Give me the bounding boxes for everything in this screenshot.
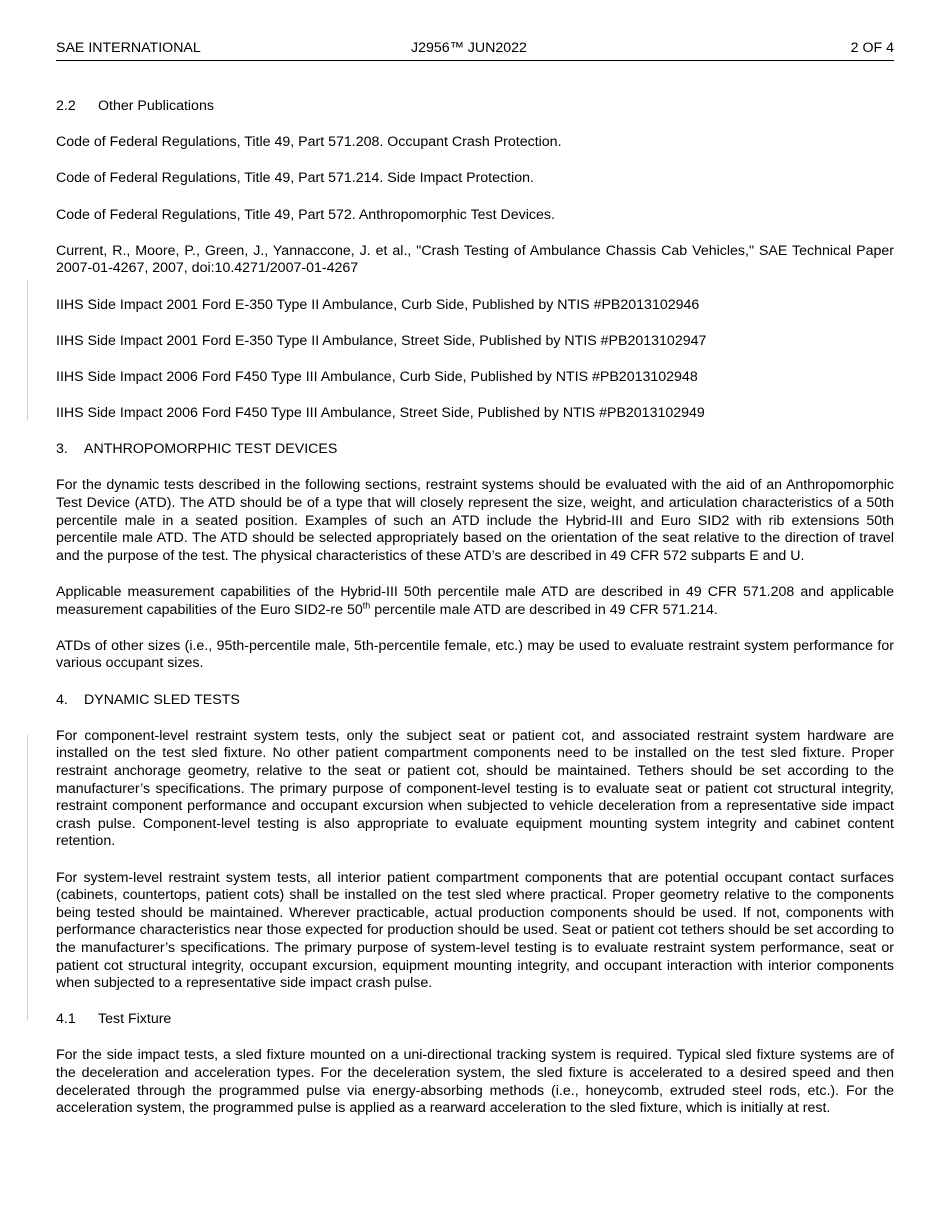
paragraph: ATDs of other sizes (i.e., 95th-percentile male, 5th-percentile female, etc.) may be used to evaluate restraint system performance for various occupant sizes.	[56, 637, 894, 672]
paragraph: For component-level restraint system tests, only the subject seat or patient cot, and associated restraint system hardware are installed on the test sled fixture. No other patient compartment components need to be installed on the test sled fixture. Proper restraint anchorage geometry, relative to the seat or patient cot, should be maintained. Tethers should be set according to the manufacturer’s specifications. The primary purpose of component-level testing is to evaluate seat or patient cot structural integrity, restraint component performance and occupant excursion when subjected to vehicle deceleration from a representative side impact crash pulse. Component-level testing is also appropriate to evaluate equipment mounting system integrity and cabinet content retention.	[56, 727, 894, 850]
header-doc-id: J2956™ JUN2022	[411, 40, 527, 56]
paragraph	[56, 584, 894, 619]
header-org: SAE INTERNATIONAL	[56, 40, 201, 56]
paragraph-text: Applicable measurement capabilities of the Hybrid-III 50th percentile male ATD are described in 49 CFR 571.208 and applicable measurement capabilities of the Euro SID2-re 50	[56, 584, 894, 618]
section-number: 4.	[56, 691, 68, 708]
reference-item: IIHS Side Impact 2006 Ford F450 Type III Ambulance, Street Side, Published by NTIS #PB2013102949	[56, 405, 705, 422]
paragraph: For the side impact tests, a sled fixture mounted on a uni-directional tracking system is required. Typical sled fixture systems are of the deceleration and acceleration types. For the deceleration system, the sled fixture is accelerated to a desired speed and then decelerated through the programmed pulse via energy-absorbing methods (i.e., honeycomb, extruded steel rods, etc.). For the acceleration system, the programmed pulse is applied as a rearward acceleration to the sled fixture, which is initially at rest.	[56, 1047, 894, 1117]
reference-item: IIHS Side Impact 2001 Ford E-350 Type II Ambulance, Curb Side, Published by NTIS #PB2013102946	[56, 296, 700, 313]
superscript: th	[362, 599, 371, 610]
reference-item: Code of Federal Regulations, Title 49, Part 571.208. Occupant Crash Protection.	[56, 134, 562, 151]
paragraph: For system-level restraint system tests, all interior patient compartment components that are potential occupant contact surfaces (cabinets, countertops, patient cots) shall be installed on the test sled where practical. Proper geometry relative to the components being tested should be maintained. Wherever practicable, actual production components should be used. If not, components with performance characteristics near those expected for production should be used. Seat or patient cot tethers should be set according to the manufacturer’s specifications. The primary purpose of system-level testing is to evaluate restraint system performance, seat or patient cot structural integrity, occupant excursion, equipment mounting integrity, and occupant interaction with interior components when subjected to a representative side impact crash pulse.	[56, 869, 894, 992]
section-number: 3.	[56, 441, 68, 458]
section-title: Test Fixture	[98, 1011, 172, 1028]
document-page	[56, 38, 894, 1117]
section-heading-3	[56, 441, 894, 459]
reference-item: IIHS Side Impact 2006 Ford F450 Type III Ambulance, Curb Side, Published by NTIS #PB2013102948	[56, 368, 698, 385]
section-number: 4.1	[56, 1011, 76, 1028]
section-title: Other Publications	[98, 98, 214, 114]
section-title: ANTHROPOMORPHIC TEST DEVICES	[84, 441, 338, 458]
reference-item: IIHS Side Impact 2001 Ford E-350 Type II Ambulance, Street Side, Published by NTIS #PB2013102947	[56, 332, 707, 349]
revision-bar	[27, 735, 28, 1020]
page-header	[56, 38, 894, 61]
section-title: DYNAMIC SLED TESTS	[84, 691, 240, 708]
reference-item: Current, R., Moore, P., Green, J., Yannaccone, J. et al., "Crash Testing of Ambulance Chassis Cab Vehicles," SAE Technical Paper 2007-01-4267, 2007, doi:10.4271/2007-01-4267	[56, 242, 894, 277]
section-heading-2-2	[56, 98, 894, 116]
reference-item: Code of Federal Regulations, Title 49, Part 572. Anthropomorphic Test Devices.	[56, 206, 555, 223]
paragraph: For the dynamic tests described in the following sections, restraint systems should be evaluated with the aid of an Anthropomorphic Test Device (ATD). The ATD should be of a type that will closely represent the size, weight, and articulation characteristics of a 50th percentile male in a seated position. Examples of such an ATD include the Hybrid-III and Euro SID2 with rib extensions 50th percentile male ATD. The ATD should be selected appropriately based on the orientation of the seat relative to the direction of travel and the purpose of the test. The physical characteristics of these ATD’s are described in 49 CFR 572 subparts E and U.	[56, 477, 894, 564]
section-heading-4-1	[56, 1011, 894, 1029]
header-page-number: 2 OF 4	[850, 40, 894, 56]
section-number: 2.2	[56, 98, 76, 114]
document-body	[56, 98, 894, 1136]
reference-item: Code of Federal Regulations, Title 49, Part 571.214. Side Impact Protection.	[56, 170, 534, 187]
section-heading-4	[56, 692, 894, 710]
revision-bar	[27, 280, 28, 420]
paragraph-text: percentile male ATD are described in 49 CFR 571.214.	[370, 601, 718, 618]
